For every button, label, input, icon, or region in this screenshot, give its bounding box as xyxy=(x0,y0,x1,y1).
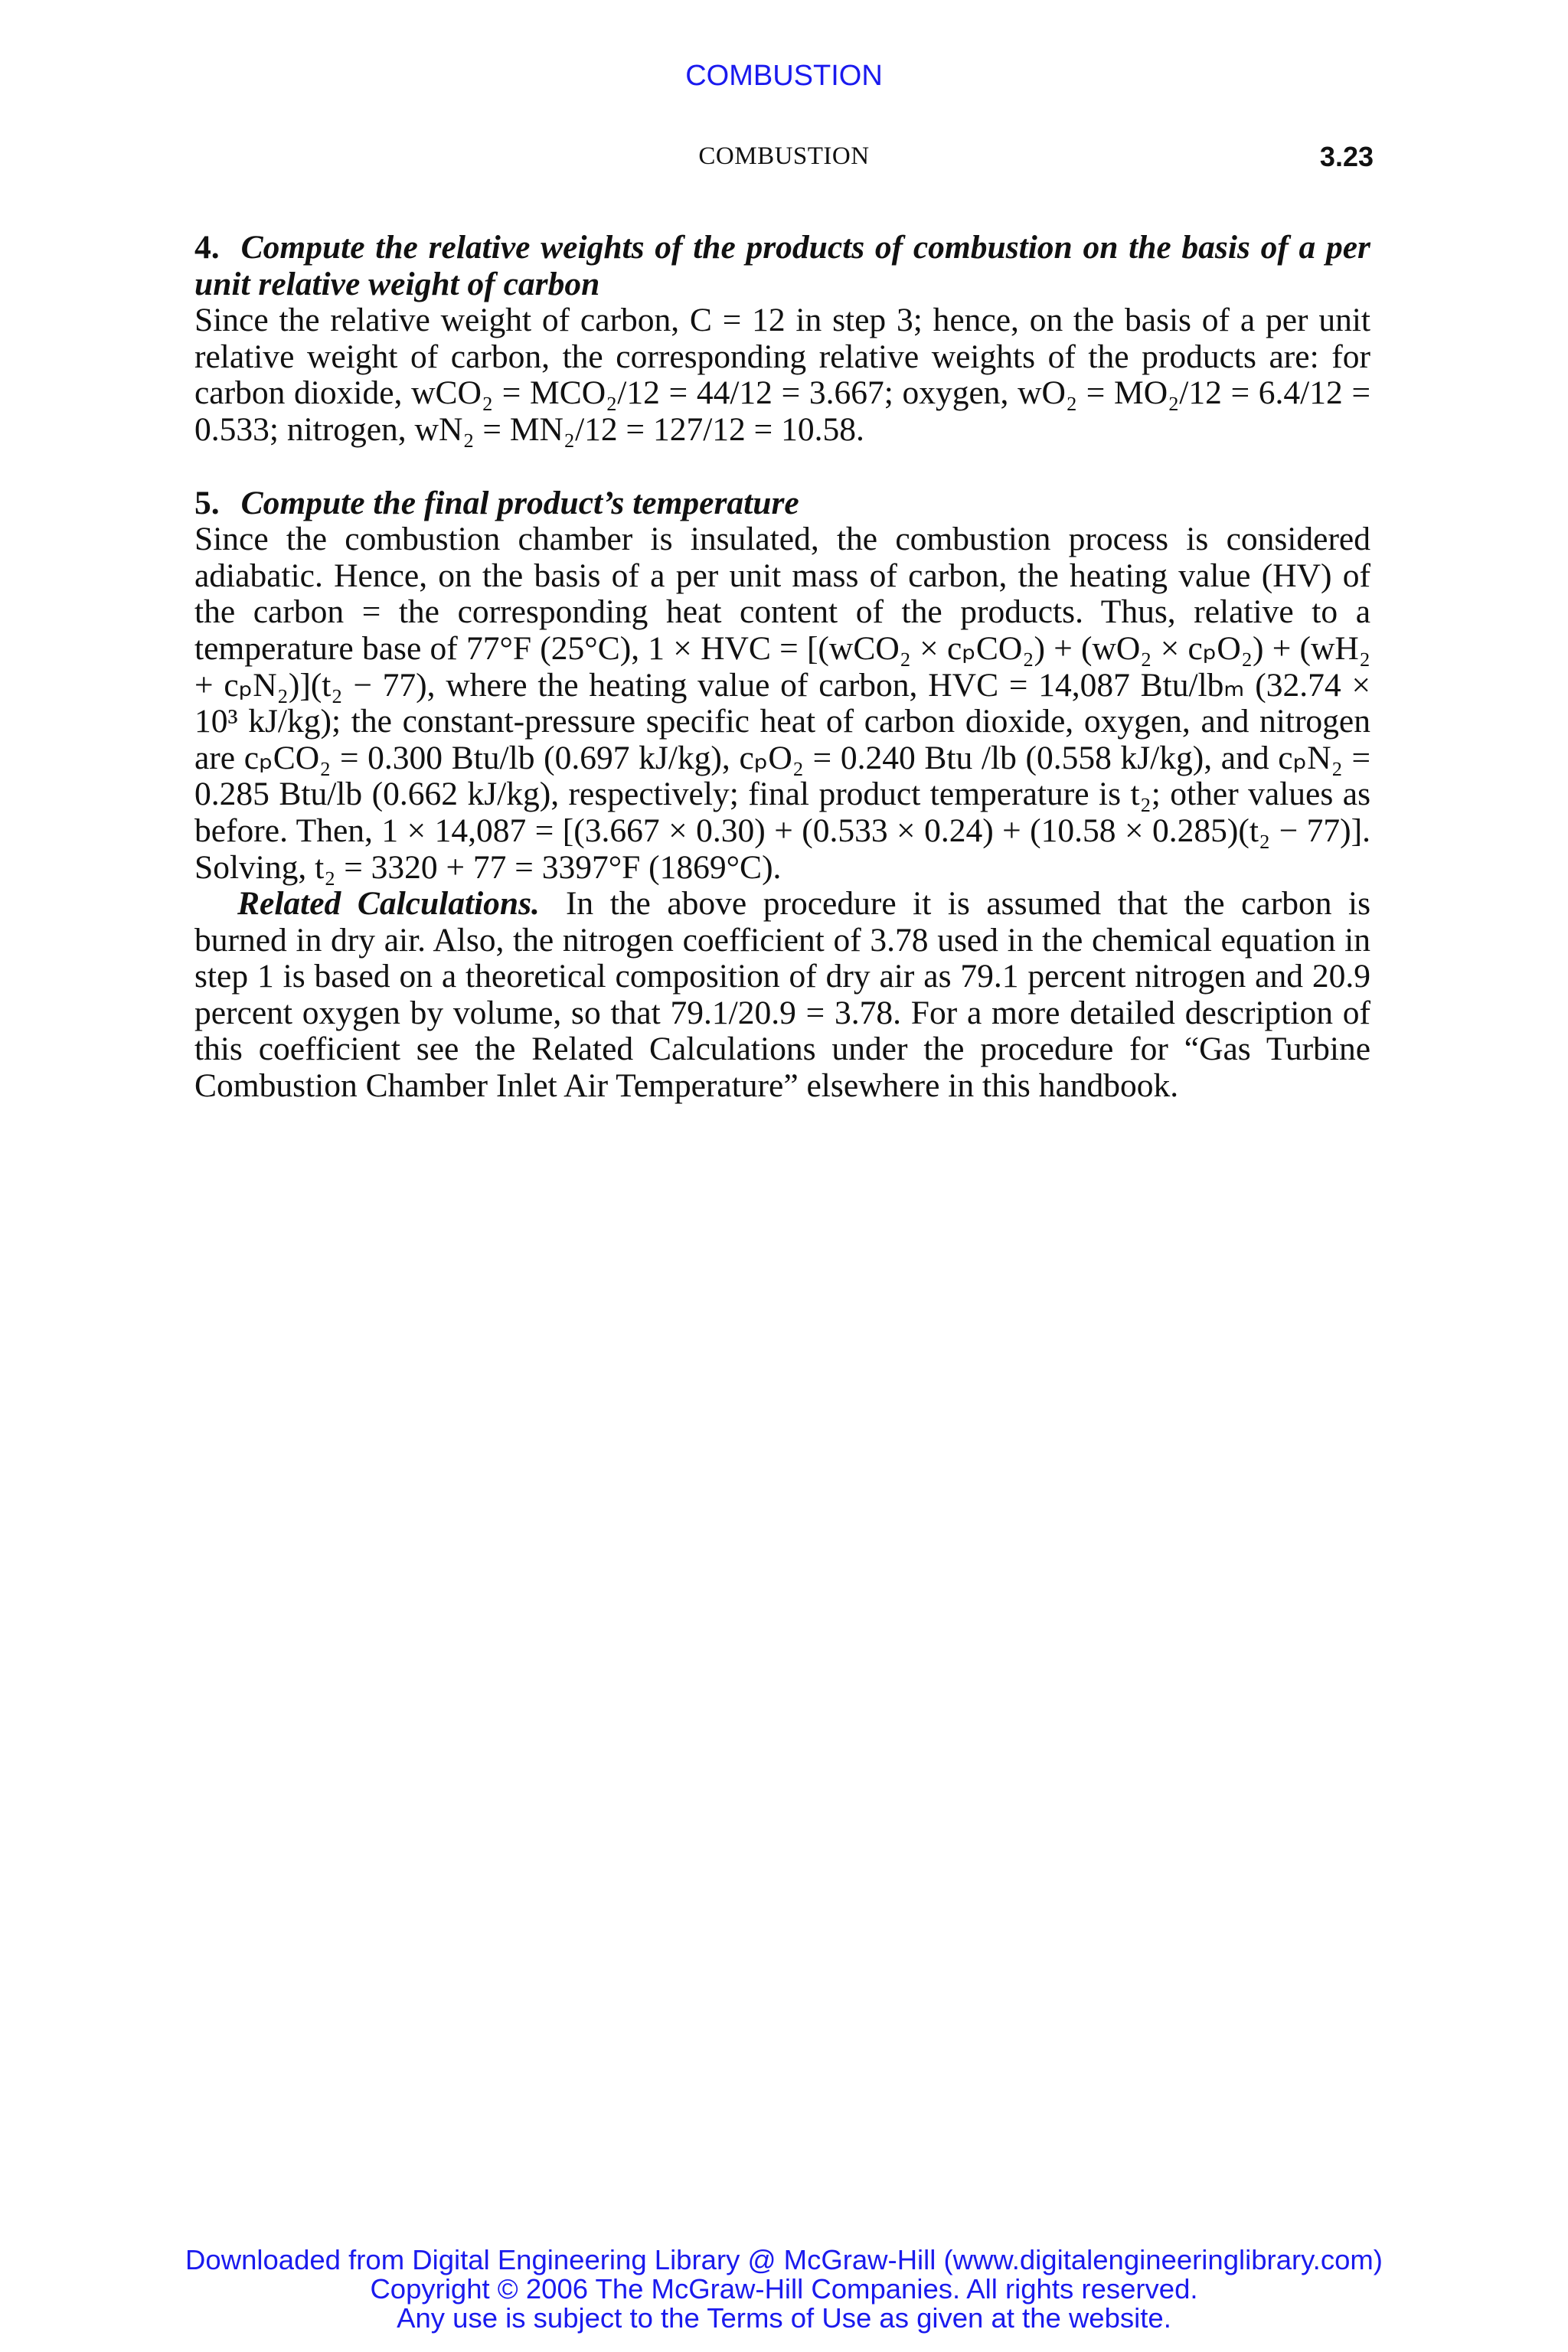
running-head: COMBUSTION xyxy=(698,142,870,170)
footer-copyright: Copyright © 2006 The McGraw-Hill Companies. All rights reserved. xyxy=(370,2273,1198,2305)
step-5-paragraph: Since the combustion chamber is insulated, the combustion process is considered adiabatic. Hence, on the basis of a per unit mass of carbon, the heating value (HV) of the carbon = the corresponding heat content of the products. Thus, relative to a temperature base of 77°F (25°C), 1 × HVC = [(wCO₂ × cₚCO₂) + (wO₂ × cₚO₂) + (wH₂ + cₚN₂)](t₂ − 77), where the heating value of carbon, HVC = 14,087 Btu/lbₘ (32.74 × 10³ kJ/kg); the constant-pressure specific heat of carbon dioxide, oxygen, and nitrogen are cₚCO₂ = 0.300 Btu/lb (0.697 kJ/kg), cₚO₂ = 0.240 Btu /lb (0.558 kJ/kg), and cₚN₂ = 0.285 Btu/lb (0.662 kJ/kg), respectively; final product temperature is t₂; other values as before. Then, 1 × 14,087 = [(3.667 × 0.30) + (0.533 × 0.24) + (10.58 × 0.285)(t₂ − 77)]. Solving, t₂ = 3320 + 77 = 3397°F (1869°C). xyxy=(194,521,1370,886)
section-spacer xyxy=(194,449,1370,485)
step-5-number: 5. xyxy=(194,484,220,521)
page-number: 3.23 xyxy=(1319,141,1374,172)
step-5-heading-text: Compute the final product’s temperature xyxy=(240,484,799,521)
related-calculations-heading: Related Calculations. xyxy=(237,885,540,923)
step-5-heading xyxy=(194,485,1370,522)
step-4-number: 4. xyxy=(194,229,220,266)
step-4-paragraph: Since the relative weight of carbon, C = 12 in step 3; hence, on the basis of a per unit relative weight of carbon, the corresponding relative weights of the products are: for carbon dioxide, wCO₂ = MCO₂/12 = 44/12 = 3.667; oxygen, wO₂ = MO₂/12 = 6.4/12 = 0.533; nitrogen, wN₂ = MN₂/12 = 127/12 = 10.58. xyxy=(194,302,1370,448)
step-4-heading xyxy=(194,230,1370,302)
page-body xyxy=(194,230,1370,1105)
footer-terms[interactable]: Any use is subject to the Terms of Use as given at the website. xyxy=(397,2302,1171,2334)
footer-notice xyxy=(0,2246,1568,2333)
top-chapter-link[interactable]: COMBUSTION xyxy=(685,60,883,92)
footer-download-link[interactable]: Downloaded from Digital Engineering Library @ McGraw-Hill (www.digitalengineeringlibrary.com) xyxy=(185,2244,1383,2275)
related-calculations-text: In the above procedure it is assumed that the carbon is burned in dry air. Also, the nitrogen coefficient of 3.78 used in the chemical equation in step 1 is based on a theoretical composition of dry air as 79.1 percent nitrogen and 20.9 percent oxygen by volume, so that 79.1/20.9 = 3.78. For a more detailed description of this coefficient see the Related Calculations under the procedure for “Gas Turbine Combustion Chamber Inlet Air Temperature” elsewhere in this handbook. xyxy=(194,885,1371,1105)
step-4-heading-text: Compute the relative weights of the products of combustion on the basis of a per unit relative weight of carbon xyxy=(194,229,1370,302)
related-calculations-paragraph xyxy=(194,886,1370,1105)
